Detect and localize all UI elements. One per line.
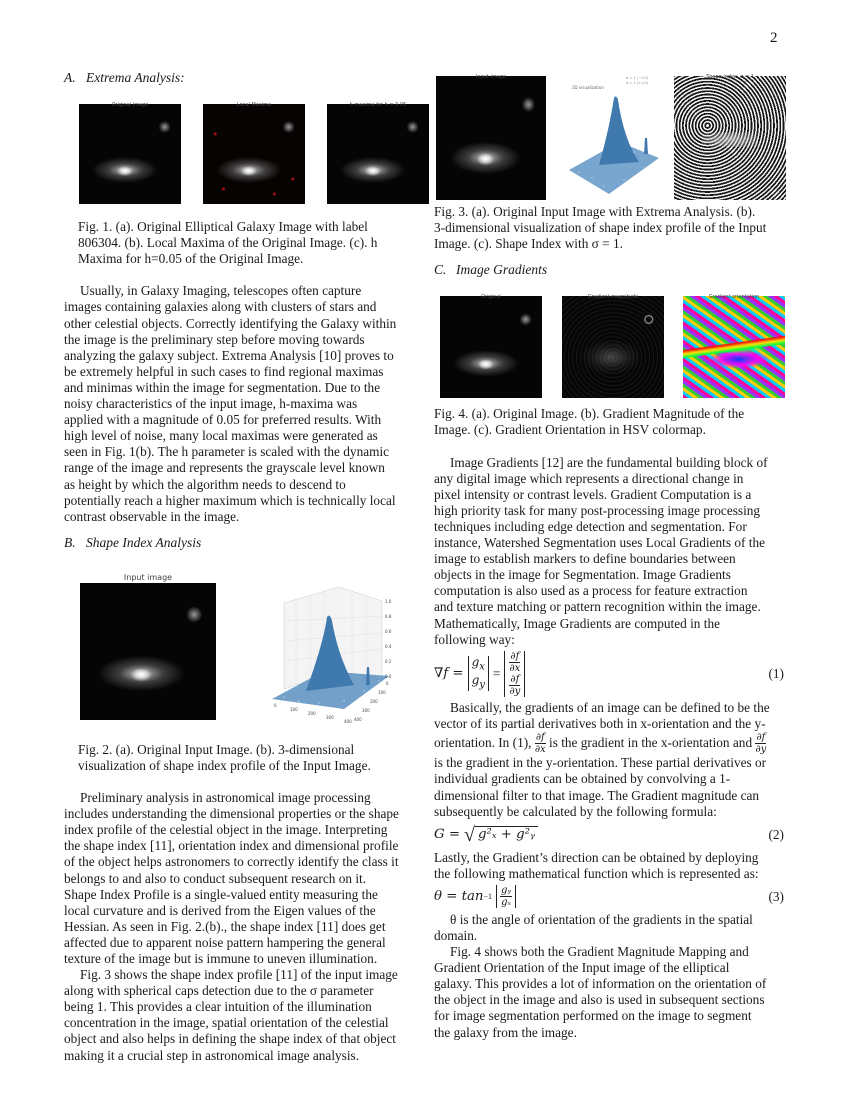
panel-title: 3D visualization	[572, 85, 604, 90]
text-line: images containing galaxies along with clusters of stars and	[64, 299, 377, 315]
equation-number: (1)	[768, 665, 784, 681]
text-line: making it a crucial step in astronomical image analysis.	[64, 1047, 360, 1063]
text-line: seen in Fig. 1(b). The h parameter is scaled with the dynamic	[64, 444, 390, 460]
svg-text:100: 100	[378, 689, 386, 695]
eq1-equals: =	[492, 665, 501, 681]
text-line: applied with a magnitude of 0.05 for preferred results. With	[64, 412, 382, 428]
section-title: Shape Index Analysis	[86, 534, 202, 550]
surface-plot-svg	[264, 581, 399, 729]
panel-title: Original image	[111, 102, 149, 109]
panel-title: Gradient orientation	[708, 294, 760, 301]
text-line: the image is the preliminary step before moving towards	[64, 331, 365, 347]
svg-text:0.8: 0.8	[385, 613, 392, 619]
eq3-lhs: θ = tan	[434, 888, 484, 904]
figure-1	[64, 94, 424, 202]
text-line: high level of noise, many local maximas were generated as	[64, 428, 378, 444]
svg-text:200: 200	[370, 698, 378, 704]
text-line: analyzing the galaxy subject. Extrema Analysis [10] proves to	[64, 347, 394, 363]
svg-text:100: 100	[290, 706, 298, 712]
fig3-3d-visualization	[564, 70, 664, 200]
paragraph-extrema	[64, 283, 424, 524]
svg-text:1.0: 1.0	[385, 598, 392, 604]
text-line: the following mathematical function which is represented as:	[434, 865, 759, 881]
svg-text:400: 400	[344, 718, 352, 724]
fig1-original-image	[79, 104, 181, 204]
eq1-vector-g: $g_x$ $g_y$	[468, 656, 489, 691]
plot-legend	[626, 76, 648, 86]
fig4-caption	[434, 406, 786, 438]
text-line: θ is the angle of orientation of the gradients in the spatial	[450, 911, 753, 927]
panel-title: Input image	[123, 572, 173, 582]
text-line: Gradient Orientation of the Input image of the elliptical	[434, 960, 730, 976]
text-line: vector of its partial derivatives both in x-orientation and the y-	[434, 715, 766, 731]
text-line: noisy characteristics of the input image, h-maxima was	[64, 396, 358, 412]
fig2-caption	[64, 742, 424, 774]
text-line: other celestial objects. Correctly identifying the Galaxy within	[64, 315, 397, 331]
sqrt-icon: √	[464, 823, 475, 846]
text-line: concentration in the image, spatial orientation of the celestial	[64, 1015, 389, 1031]
text-line: is the gradient in the y-orientation. These partial derivatives or	[434, 755, 767, 771]
text-line: Shape Index Profile is a single-valued entity measuring the	[64, 886, 378, 902]
text-line: the object in the image and also is used in subsequent sections	[434, 992, 765, 1008]
caption-line: Fig. 3. (a). Original Input Image with Extrema Analysis. (b).	[434, 204, 756, 219]
left-column	[64, 70, 424, 1064]
text-line: Hessian. As seen in Fig. 2.(b)., the shape index [11] does get	[64, 918, 386, 934]
page-number: 2	[770, 30, 778, 46]
eq3-bracket: $\frac{\text{gᵧ}}{\text{gₓ}}$	[496, 885, 516, 908]
figure-2	[64, 563, 424, 728]
paragraph-shape-index-2	[64, 967, 424, 1064]
caption-line: visualization of shape index profile of the Input Image.	[78, 757, 371, 773]
panel-title: Local Maxima	[236, 102, 272, 109]
fig4-gradient-magnitude-image	[562, 296, 664, 398]
fig4-gradient-orientation-image	[683, 296, 785, 398]
right-column	[434, 70, 786, 1041]
caption-line: 3-dimensional visualization of shape index profile of the Input	[434, 220, 767, 236]
section-title: Extrema Analysis:	[86, 70, 185, 85]
eq2-radicand: g²ₓ + g²ᵧ	[475, 826, 538, 843]
section-label: C.	[434, 262, 447, 278]
section-label: A.	[64, 70, 76, 85]
text-line: potentially reach a higher maximum which is technically local	[64, 492, 396, 508]
eq1-vector-partials: ∂f ∂x ∂f ∂y	[504, 651, 525, 697]
text-line: individual gradients can be obtained by convolving a 1-	[434, 771, 731, 787]
text-line: Lastly, the Gradient’s direction can be obtained by deploying	[434, 849, 759, 865]
text-line: techniques including edge detection and segmentation. For	[434, 518, 747, 534]
text-line: galaxy. This provides a lot of information on the orientation of	[434, 976, 767, 992]
text-line: being 1. This provides a clear intuition of the illumination	[64, 999, 372, 1015]
svg-text:0.6: 0.6	[385, 628, 392, 634]
text-line: orientation. In (1), $\frac{\partial f}{\partial x}$ is the gradient in the x-orientation and $\frac{\partial f}{\partial y}$	[434, 732, 767, 756]
text-line: objects in the image for Segmentation. Image Gradients	[434, 567, 731, 583]
fig3-caption	[434, 204, 786, 252]
text-line: Fig. 3 shows the shape index profile [11] of the input image	[80, 967, 398, 983]
eq1-lhs: ∇f =	[434, 665, 464, 681]
section-heading-extrema	[64, 70, 424, 86]
equation-number: (2)	[768, 826, 784, 842]
paragraph-gradients-4	[434, 912, 786, 944]
caption-line: 806304. (b). Local Maxima of the Original Image. (c). h	[78, 235, 378, 251]
text-line: range of the image and represents the grayscale level known	[64, 460, 385, 476]
caption-line: Image. (c). Shape Index with σ = 1.	[434, 236, 623, 252]
text-line: Fig. 4 shows both the Gradient Magnitude Mapping and	[450, 944, 749, 960]
text-line: subsequently be calculated by the following formula:	[434, 803, 717, 819]
caption-line: Fig. 2. (a). Original Input Image. (b). 3-dimensional	[78, 741, 355, 757]
svg-text:300: 300	[326, 714, 334, 720]
text-line: instance, Watershed Segmentation uses Local Gradients of the	[434, 535, 766, 551]
paragraph-shape-index-1	[64, 790, 424, 967]
legend-entry: σ = 1 (+1.0)	[626, 81, 648, 85]
equation-2	[434, 820, 786, 850]
text-line: image to establish markers to define boundaries between	[434, 551, 736, 567]
svg-text:200: 200	[308, 710, 316, 716]
panel-title: Shape index, σ = 1	[706, 74, 754, 80]
text-line: contrast observable in the image.	[64, 508, 240, 524]
section-heading-image-gradients	[434, 262, 786, 278]
text-line: index profile of the celestial object in the image. Interpreting	[64, 822, 388, 838]
text-line: the shape index [11], orientation index and dimensional profile	[64, 838, 399, 854]
text-line: for image segmentation performed on the image to segment	[434, 1008, 752, 1024]
fig1-local-maxima-image	[203, 104, 305, 204]
svg-text:0: 0	[274, 702, 277, 708]
text-line: belongs to and also to conduct subsequent research on it.	[64, 870, 367, 886]
text-line: computation is also used as a process for feature extraction	[434, 583, 748, 599]
figure-4	[434, 288, 786, 396]
svg-text:0: 0	[386, 680, 389, 686]
caption-line: Fig. 1. (a). Original Elliptical Galaxy Image with label	[78, 219, 368, 235]
paragraph-gradients-5	[434, 944, 786, 1041]
fig1-caption	[64, 219, 424, 267]
text-line: as height by which the algorithm needs to descend to	[64, 476, 346, 492]
text-line: be extremely helpful in such cases to find regional maximas	[64, 363, 384, 379]
text-line: affected due to apparent noise pattern hampering the general	[64, 934, 386, 950]
panel-title: Input image	[475, 74, 507, 80]
text-line: object and also helps in defining the shape index of that object	[64, 1031, 396, 1047]
caption-line: Maxima for h=0.05 of the Original Image.	[78, 251, 304, 267]
fig4-original-image	[440, 296, 542, 398]
panel-title: Original	[481, 294, 501, 301]
legend-entry: σ = 1 (−1.0)	[626, 76, 648, 80]
fig1-h-maxima-image	[327, 104, 429, 204]
fig2-input-image	[80, 572, 216, 720]
text-line: pixel intensity or contrast levels. Gradient Computation is a	[434, 486, 752, 502]
equation-1	[434, 648, 786, 700]
svg-text:400: 400	[354, 716, 362, 722]
fig3-input-image	[436, 76, 546, 200]
section-heading-shape-index	[64, 535, 424, 551]
text-line: Image Gradients [12] are the fundamental building block of	[450, 454, 768, 470]
text-line: and minimas within the image for segmentation. Due to the	[64, 379, 381, 395]
figure-3	[434, 70, 786, 200]
section-title: Image Gradients	[456, 262, 548, 278]
text-line: high priority task for many post-processing image processing	[434, 502, 761, 518]
panel-title: Gradient magnitude	[587, 294, 639, 301]
eq3-superscript: −1	[483, 891, 492, 901]
paragraph-gradients-3	[434, 850, 786, 882]
text-line: of the object helps astronomers to correctly identify the class it	[64, 854, 399, 870]
text-line: and texture matching or pattern recognition within the image.	[434, 599, 761, 615]
text-line: following way:	[434, 631, 515, 647]
svg-text:0.0: 0.0	[385, 673, 392, 679]
text-line: domain.	[434, 927, 478, 943]
caption-line: Image. (c). Gradient Orientation in HSV colormap.	[434, 422, 706, 438]
eq2-lhs: G =	[434, 826, 460, 842]
svg-text:0.2: 0.2	[385, 658, 392, 664]
paragraph-gradients-2	[434, 700, 786, 820]
equation-3	[434, 882, 786, 912]
equation-number: (3)	[768, 888, 784, 904]
paragraph-gradients-1	[434, 455, 786, 648]
svg-text:0.4: 0.4	[385, 643, 392, 649]
text-line: Basically, the gradients of an image can be defined to be the	[450, 699, 770, 715]
text-line: any digital image which represents a directional change in	[434, 470, 744, 486]
text-line: local curvature and is derived from the Eigen values of the	[64, 902, 376, 918]
fig3-shape-index-image	[674, 76, 786, 200]
text-line: along with spherical caps detection due to the σ parameter	[64, 983, 374, 999]
svg-text:300: 300	[362, 707, 370, 713]
text-line: dimensional filter to that image. The Gradient magnitude can	[434, 787, 760, 803]
caption-line: Fig. 4. (a). Original Image. (b). Gradient Magnitude of the	[434, 406, 745, 422]
text-line: Usually, in Galaxy Imaging, telescopes often capture	[80, 283, 362, 299]
panel-title: h maxima for h = 0.05	[349, 102, 407, 109]
section-label: B.	[64, 534, 76, 550]
text-line: Preliminary analysis in astronomical image processing	[80, 790, 371, 806]
fig2-3d-surface-plot	[264, 581, 399, 729]
text-line: texture of the image but is immune to uneven illumination.	[64, 951, 378, 966]
text-line: Mathematically, Image Gradients are computed in the	[434, 615, 721, 631]
text-line: includes understanding the dimensional properties or the shape	[64, 806, 399, 822]
text-line: the galaxy from the image.	[434, 1024, 577, 1040]
